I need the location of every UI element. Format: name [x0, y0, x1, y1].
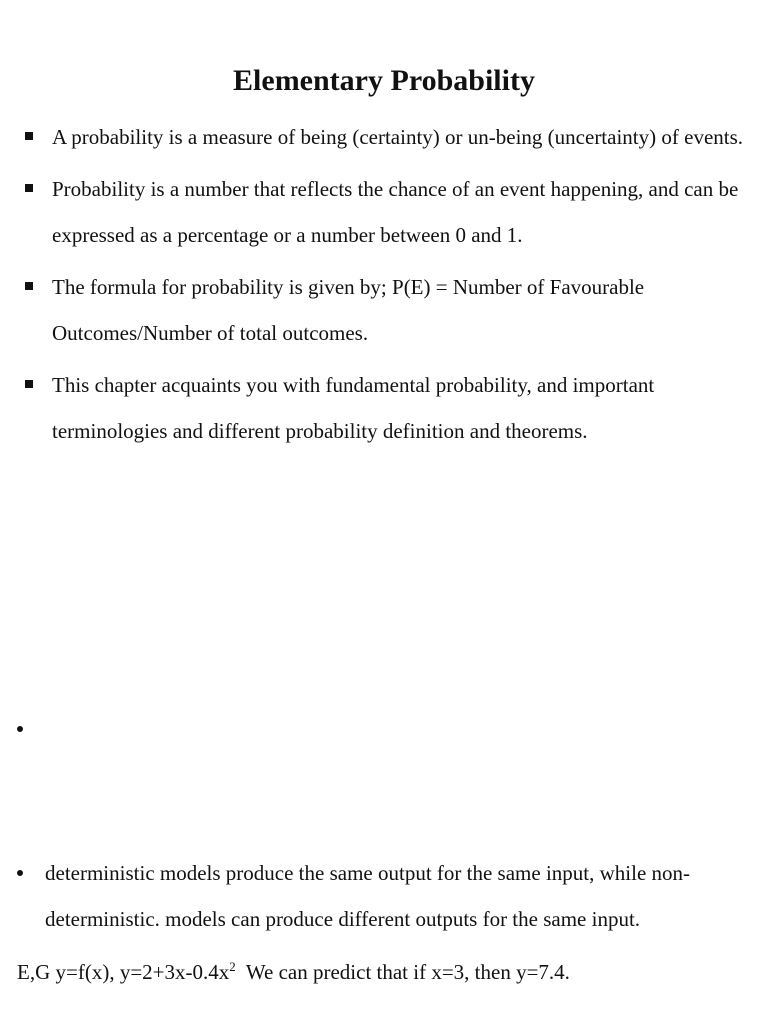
bullet-text: This chapter acquaints you with fundamental probability, and important terminologies and different probability definition and theorems. [52, 373, 655, 443]
bullet-item [0, 166, 768, 258]
square-bullet-icon [25, 184, 33, 192]
bullet-text: Probability is a number that reflects the chance of an event happening, and can be expressed as a percentage or a number between 0 and 1. [52, 177, 739, 247]
example-equation [17, 949, 757, 995]
square-bullet-icon [25, 132, 33, 140]
bullet-text: The formula for probability is given by; P(E) = Number of Favourable Outcomes/Number of total outcomes. [52, 275, 645, 345]
bullet-text: A probability is a measure of being (certainty) or un-being (uncertainty) of events. [52, 125, 744, 149]
deterministic-note [0, 850, 768, 942]
empty-bullet-item [0, 717, 768, 741]
square-bullet-icon [25, 380, 33, 388]
square-bullet-icon [25, 282, 33, 290]
round-bullet-icon [17, 726, 23, 732]
bullet-list [0, 114, 768, 460]
deterministic-note-text: deterministic models produce the same output for the same input, while non-deterministic. models can produce different outputs for the same input. [45, 861, 691, 931]
bullet-item [0, 264, 768, 356]
bullet-item [0, 362, 768, 454]
round-bullet-icon [17, 870, 23, 876]
example-prefix: E,G y=f(x), y=2+3x-0.4x [17, 960, 230, 984]
example-suffix: We can predict that if x=3, then y=7.4. [235, 960, 570, 984]
page-title: Elementary Probability [233, 64, 535, 97]
example-exponent: 2 [229, 959, 236, 974]
bullet-item [0, 114, 768, 160]
